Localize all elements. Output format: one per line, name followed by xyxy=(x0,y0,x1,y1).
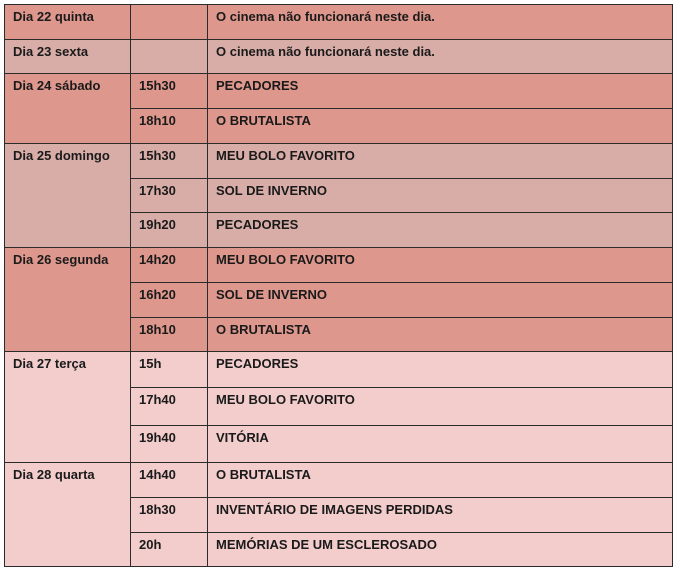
film-cell: PECADORES xyxy=(208,352,673,388)
time-cell: 19h20 xyxy=(131,213,208,248)
schedule-table xyxy=(4,4,673,567)
table-row xyxy=(5,248,673,283)
day-cell: Dia 23 sexta xyxy=(5,40,131,74)
table-row xyxy=(5,463,673,498)
film-cell: INVENTÁRIO DE IMAGENS PERDIDAS xyxy=(208,498,673,533)
time-cell: 18h10 xyxy=(131,109,208,144)
day-cell: Dia 27 terça xyxy=(5,352,131,463)
table-row xyxy=(5,352,673,388)
table-row xyxy=(5,144,673,179)
time-cell: 18h30 xyxy=(131,498,208,533)
film-cell: PECADORES xyxy=(208,74,673,109)
table-row xyxy=(5,5,673,40)
film-cell: MEU BOLO FAVORITO xyxy=(208,144,673,179)
film-cell: SOL DE INVERNO xyxy=(208,179,673,213)
film-cell: PECADORES xyxy=(208,213,673,248)
time-cell: 18h10 xyxy=(131,318,208,352)
time-cell: 19h40 xyxy=(131,426,208,463)
day-cell: Dia 28 quarta xyxy=(5,463,131,567)
time-cell xyxy=(131,40,208,74)
day-cell: Dia 26 segunda xyxy=(5,248,131,352)
time-cell: 20h xyxy=(131,533,208,567)
film-cell: VITÓRIA xyxy=(208,426,673,463)
day-cell: Dia 22 quinta xyxy=(5,5,131,40)
time-cell: 15h xyxy=(131,352,208,388)
film-cell: O BRUTALISTA xyxy=(208,463,673,498)
time-cell: 17h30 xyxy=(131,179,208,213)
film-cell: SOL DE INVERNO xyxy=(208,283,673,318)
film-cell: O BRUTALISTA xyxy=(208,109,673,144)
table-row xyxy=(5,40,673,74)
time-cell: 17h40 xyxy=(131,388,208,426)
day-cell: Dia 25 domingo xyxy=(5,144,131,248)
schedule-body xyxy=(5,5,673,567)
time-cell: 16h20 xyxy=(131,283,208,318)
day-cell: Dia 24 sábado xyxy=(5,74,131,144)
time-cell: 15h30 xyxy=(131,144,208,179)
time-cell xyxy=(131,5,208,40)
film-cell: MEU BOLO FAVORITO xyxy=(208,388,673,426)
time-cell: 14h20 xyxy=(131,248,208,283)
film-cell: O BRUTALISTA xyxy=(208,318,673,352)
film-cell: O cinema não funcionará neste dia. xyxy=(208,5,673,40)
film-cell: MEU BOLO FAVORITO xyxy=(208,248,673,283)
time-cell: 14h40 xyxy=(131,463,208,498)
table-row xyxy=(5,74,673,109)
film-cell: O cinema não funcionará neste dia. xyxy=(208,40,673,74)
film-cell: MEMÓRIAS DE UM ESCLEROSADO xyxy=(208,533,673,567)
time-cell: 15h30 xyxy=(131,74,208,109)
